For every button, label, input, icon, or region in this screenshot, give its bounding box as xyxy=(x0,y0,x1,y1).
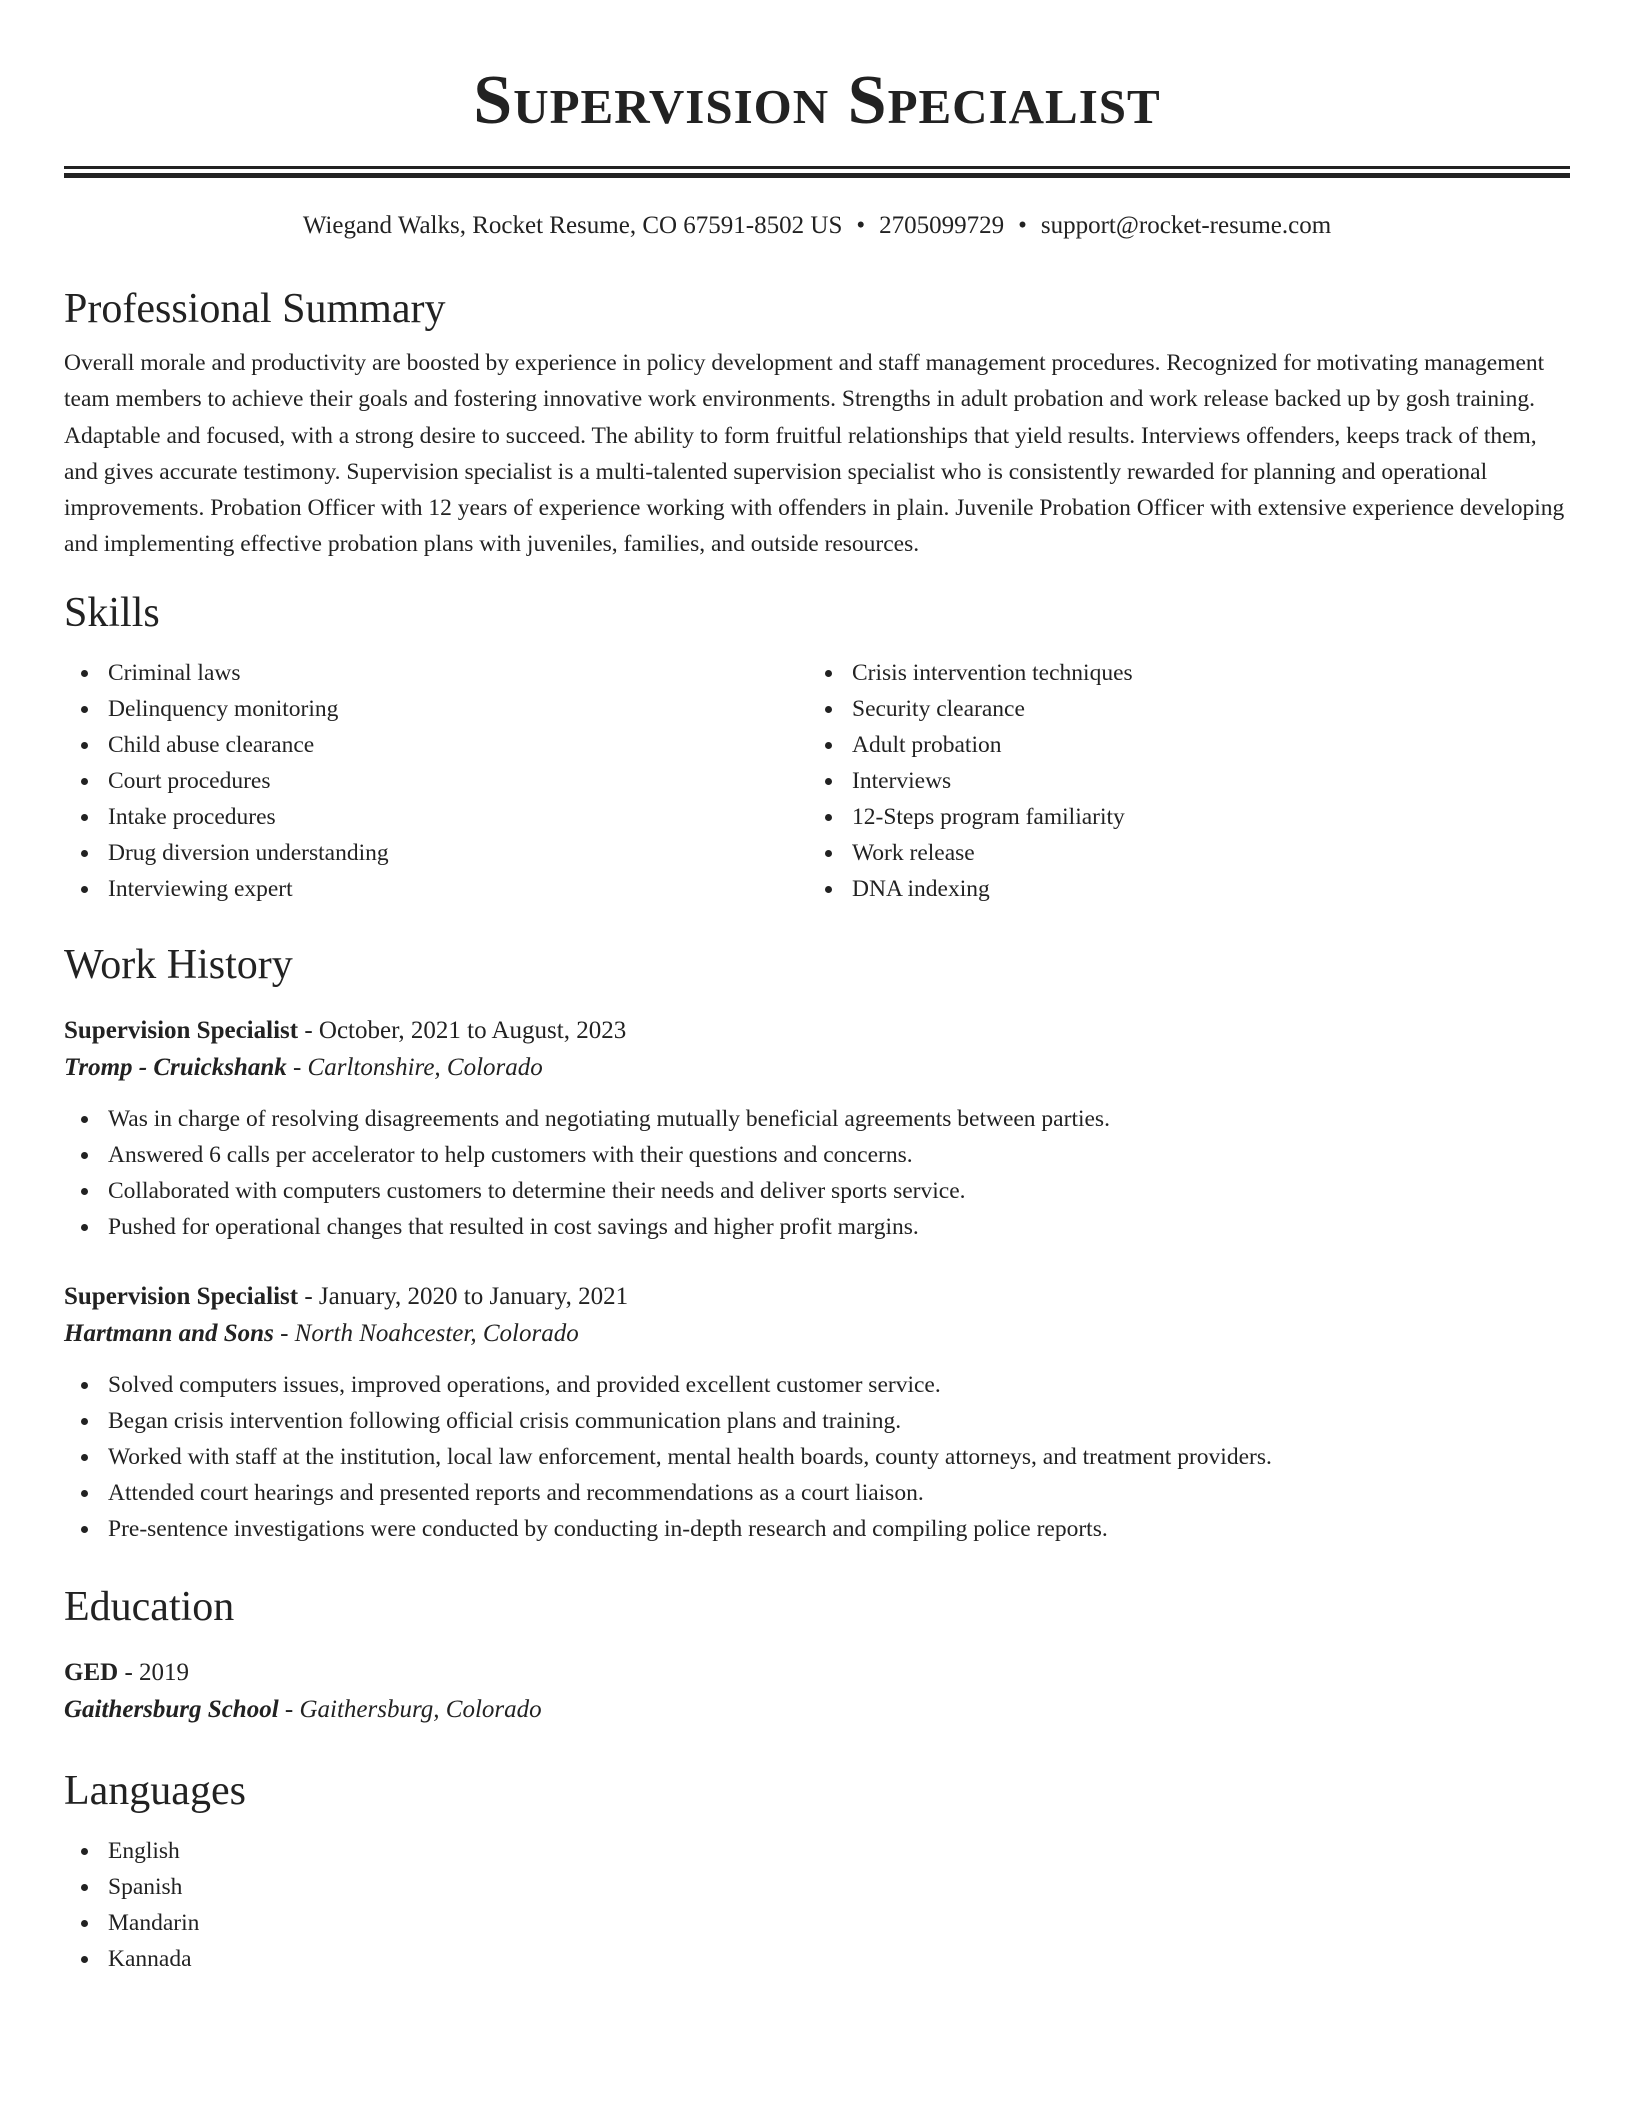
contact-separator: • xyxy=(1018,212,1027,239)
job-duty-item: Solved computers issues, improved operations, and provided excellent customer service. xyxy=(64,1367,1570,1403)
job-dates: - January, 2020 to January, 2021 xyxy=(298,1282,629,1310)
skills-column-left xyxy=(64,655,808,907)
contact-separator: • xyxy=(856,212,866,239)
job-duty-item: Was in charge of resolving disagreements and negotiating mutually beneficial agreements between parties. xyxy=(64,1101,1570,1137)
job-dates: - October, 2021 to August, 2023 xyxy=(298,1016,627,1044)
job-duty-item: Pre-sentence investigations were conducted by conducting in-depth research and compiling police reports. xyxy=(64,1511,1570,1547)
education-degree: GED xyxy=(64,1658,119,1686)
job-company-line xyxy=(64,1049,1570,1087)
language-item: Kannada xyxy=(64,1941,1570,1977)
language-item: English xyxy=(64,1833,1570,1869)
skills-grid xyxy=(64,655,1570,907)
job-duty-item: Collaborated with computers customers to determine their needs and deliver sports service. xyxy=(64,1173,1570,1209)
skill-item: Court procedures xyxy=(64,763,808,799)
resume-title: Supervision Specialist xyxy=(473,62,1161,139)
skill-item: 12-Steps program familiarity xyxy=(808,799,1552,835)
summary-heading: Professional Summary xyxy=(64,286,446,332)
language-item: Spanish xyxy=(64,1869,1570,1905)
skill-item: Delinquency monitoring xyxy=(64,691,808,727)
skill-item: Interviews xyxy=(808,763,1552,799)
skill-item: Work release xyxy=(808,835,1552,871)
title-divider xyxy=(64,166,1570,178)
job-duties-list xyxy=(64,1101,1570,1245)
job-duty-item: Began crisis intervention following official crisis communication plans and training. xyxy=(64,1403,1570,1439)
skills-heading: Skills xyxy=(64,589,160,636)
education-school: Gaithersburg School xyxy=(64,1695,279,1723)
job-duties-list xyxy=(64,1367,1570,1547)
job-duty-item: Attended court hearings and presented reports and recommendations as a court liaison. xyxy=(64,1475,1570,1511)
job-title: Supervision Specialist xyxy=(64,1282,299,1310)
education-heading: Education xyxy=(64,1583,235,1630)
skill-item: Intake procedures xyxy=(64,799,808,835)
language-item: Mandarin xyxy=(64,1905,1570,1941)
job-location: - Carltonshire, Colorado xyxy=(286,1053,543,1081)
education-degree-line xyxy=(64,1655,1570,1691)
job-company: Tromp - Cruickshank xyxy=(64,1053,287,1081)
work-history-heading: Work History xyxy=(64,941,293,988)
skill-item: Security clearance xyxy=(808,691,1552,727)
job-entry xyxy=(64,1013,1570,1245)
job-company-line xyxy=(64,1315,1570,1353)
skills-list-left xyxy=(64,655,808,907)
summary-text: Overall morale and productivity are boosted by experience in policy development and staff management procedures. Recognized for motivating management team members to achieve their goals and fostering innovative work environments. Strengths in adult probation and work release backed up by gosh training. Adaptable and focused, with a strong desire to succeed. The ability to form fruitful relationships that yield results. Interviews offenders, keeps track of them, and gives accurate testimony. Supervision specialist is a multi-talented supervision specialist who is consistently rewarded for planning and operational improvements. Probation Officer with 12 years of experience working with offenders in plain. Juvenile Probation Officer with extensive experience developing and implementing effective probation plans with juveniles, families, and outside resources. xyxy=(64,350,1565,558)
contact-line xyxy=(64,209,1570,243)
job-company: Hartmann and Sons xyxy=(64,1319,274,1347)
job-location: - North Noahcester, Colorado xyxy=(273,1319,579,1347)
contact-address: Wiegand Walks, Rocket Resume, CO 67591-8502 US xyxy=(302,212,843,239)
skills-column-right xyxy=(808,655,1552,907)
languages-list xyxy=(64,1833,1570,1977)
job-duty-item: Worked with staff at the institution, local law enforcement, mental health boards, county attorneys, and treatment providers. xyxy=(64,1439,1570,1475)
contact-email: support@rocket-resume.com xyxy=(1040,212,1332,239)
skills-list-right xyxy=(808,655,1552,907)
languages-heading: Languages xyxy=(64,1767,246,1814)
job-title: Supervision Specialist xyxy=(64,1016,299,1044)
skill-item: Interviewing expert xyxy=(64,871,808,907)
education-entry xyxy=(64,1655,1570,1729)
education-location: - Gaithersburg, Colorado xyxy=(278,1695,542,1723)
skill-item: Adult probation xyxy=(808,727,1552,763)
job-duty-item: Answered 6 calls per accelerator to help customers with their questions and concerns. xyxy=(64,1137,1570,1173)
job-title-line xyxy=(64,1013,1570,1049)
job-title-line xyxy=(64,1279,1570,1315)
contact-phone: 2705099729 xyxy=(879,212,1005,239)
job-entry xyxy=(64,1279,1570,1547)
skill-item: Crisis intervention techniques xyxy=(808,655,1552,691)
education-school-line xyxy=(64,1691,1570,1729)
skill-item: Drug diversion understanding xyxy=(64,835,808,871)
skill-item: DNA indexing xyxy=(808,871,1552,907)
resume-page xyxy=(64,0,1570,1977)
skill-item: Criminal laws xyxy=(64,655,808,691)
education-year: - 2019 xyxy=(118,1658,190,1686)
job-duty-item: Pushed for operational changes that resulted in cost savings and higher profit margins. xyxy=(64,1209,1570,1245)
skill-item: Child abuse clearance xyxy=(64,727,808,763)
